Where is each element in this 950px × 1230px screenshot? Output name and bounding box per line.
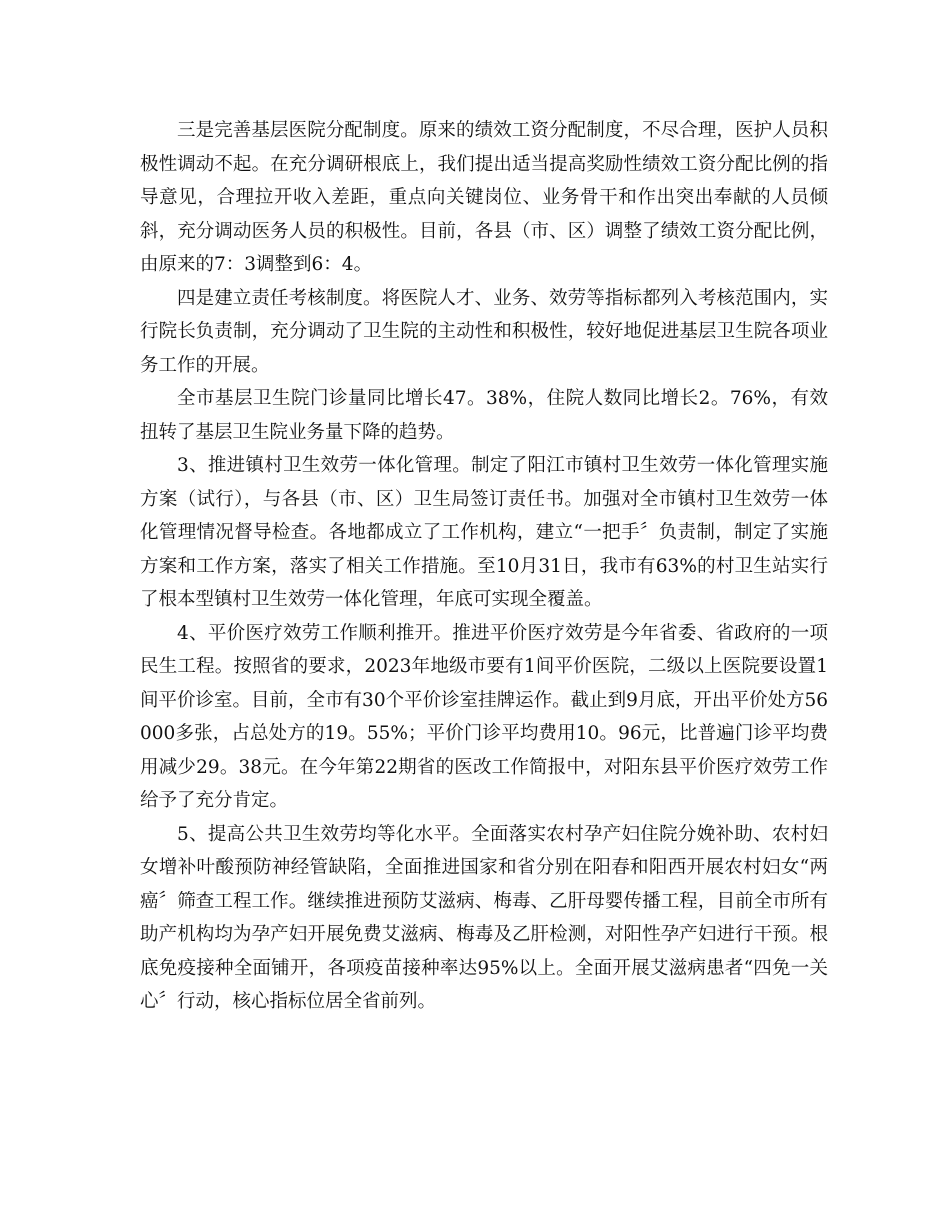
paragraph-affordable-medical-services: 4、平价医疗效劳工作顺利推开。推进平价医疗效劳是今年省委、省政府的一项民生工程。按照省的要求，2023年地级市要有1间平价医院，二级以上医院要设置1间平价诊室。目前，全市有30个平价诊室挂牌运作。截止到9月底，开出平价处方56000多张，占总处方的19。55%；平价门诊平均费用10。96元，比普遍门诊平均费用减少29。38元。在今年第22期省的医改工作简报中，对阳东县平价医疗效劳工作给予了充分肯定。 [140,622,828,811]
paragraph-responsibility-assessment: 四是建立责任考核制度。将医院人才、业务、效劳等指标都列入考核范围内，实行院长负责制，充分调动了卫生院的主动性和积极性，较好地促进基层卫生院各项业务工作的开展。 [140,287,828,376]
paragraph-public-health-equalization: 5、提高公共卫生效劳均等化水平。全面落实农村孕产妇住院分娩补助、农村妇女增补叶酸预防神经管缺陷，全面推进国家和省分别在阳春和阳西开展农村妇女“两癌〞筛查工程工作。继续推进预防艾滋病、梅毒、乙肝母婴传播工程，目前全市所有助产机构均为孕产妇开展免费艾滋病、梅毒及乙肝检测，对阳性孕产妇进行干预。根底免疫接种全面铺开，各项疫苗接种率达95%以上。全面开展艾滋病患者“四免一关心〞行动，核心指标位居全省前列。 [140,823,828,1012]
paragraph-performance-pay: 三是完善基层医院分配制度。原来的绩效工资分配制度，不尽合理，医护人员积极性调动不起。在充分调研根底上，我们提出适当提高奖励性绩效工资分配比例的指导意见，合理拉开收入差距，重点向关键岗位、业务骨干和作出突出奉献的人员倾斜，充分调动医务人员的积极性。目前，各县（市、区）调整了绩效工资分配比例，由原来的7：3调整到6：4。 [140,120,828,275]
paragraph-outpatient-growth: 全市基层卫生院门诊量同比增长47。38%，住院人数同比增长2。76%，有效扭转了基层卫生院业务量下降的趋势。 [140,388,828,443]
paragraph-town-village-integration: 3、推进镇村卫生效劳一体化管理。制定了阳江市镇村卫生效劳一体化管理实施方案（试行），与各县（市、区）卫生局签订责任书。加强对全市镇村卫生效劳一体化管理情况督导检查。各地都成立了工作机构，建立“一把手〞负责制，制定了实施方案和工作方案，落实了相关工作措施。至10月31日，我市有63%的村卫生站实行了根本型镇村卫生效劳一体化管理，年底可实现全覆盖。 [140,455,828,610]
document-body [140,114,828,1019]
